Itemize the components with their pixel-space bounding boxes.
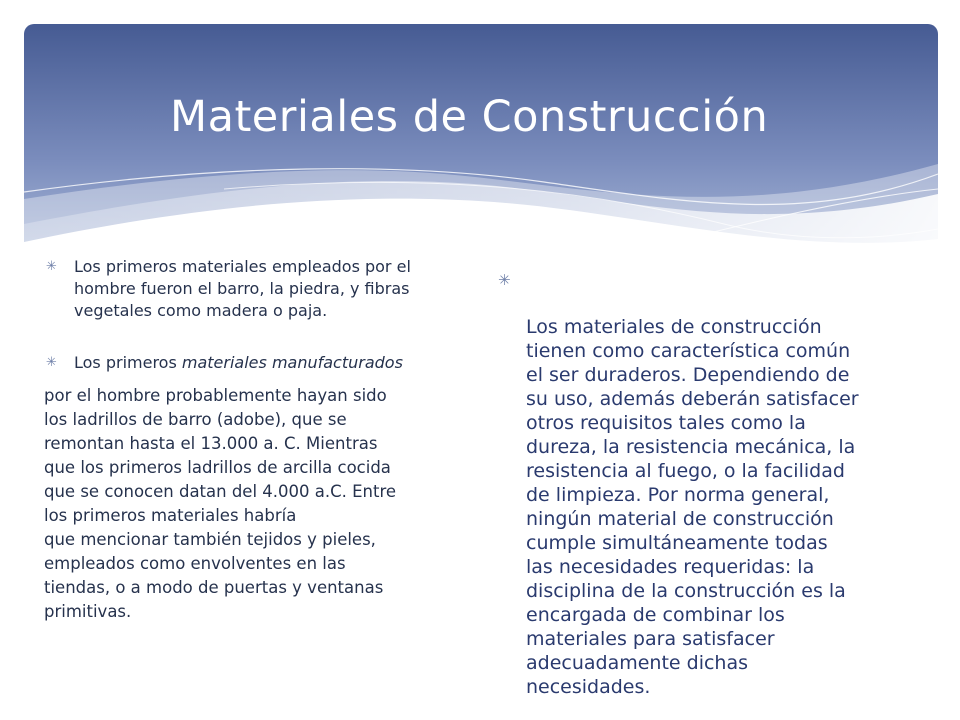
left-bullet-2-italic: materiales manufacturados	[181, 353, 403, 372]
left-bullet-2	[44, 352, 464, 374]
left-bullet-1-text: Los primeros materiales empleados por el hombre fueron el barro, la piedra, y fibras vegetales como madera o paja.	[74, 257, 411, 320]
right-column	[496, 267, 916, 699]
right-bullet-1	[496, 267, 916, 699]
left-bullet-1	[44, 256, 464, 322]
title-banner	[24, 24, 938, 274]
wave-background	[24, 24, 938, 274]
right-bullet-1-text: Los materiales de construcción tienen como característica común el ser duraderos. Dependiendo de su uso, además deberán satisfacer otros requisitos tales como la dureza, la resistencia mecánica, la resistencia al fuego, o la facilidad de limpieza. Por norma general, ningún material de construcción cumple simultáneamente todas las necesidades requeridas: la disciplina de la construcción es la encargada de combinar los materiales para satisfacer adecuadamente dichas necesidades.	[526, 316, 859, 698]
slide-title: Materiales de Construcción	[170, 92, 769, 142]
asterisk-bullet-icon: ✳	[46, 355, 57, 370]
left-column	[44, 256, 464, 624]
asterisk-bullet-icon: ✳	[46, 259, 57, 274]
left-paragraph: por el hombre probablemente hayan sido los ladrillos de barro (adobe), que se remontan hasta el 13.000 a. C. Mientras que los primeros ladrillos de arcilla cocida que se conocen datan del 4.000 a.C. Entre los primeros materiales habría que mencionar también tejidos y pieles, empleados como envolventes en las tiendas, o a modo de puertas y ventanas primitivas.	[44, 386, 397, 621]
asterisk-bullet-icon: ✳	[498, 271, 511, 289]
left-bullet-2-prefix: Los primeros	[74, 353, 182, 372]
